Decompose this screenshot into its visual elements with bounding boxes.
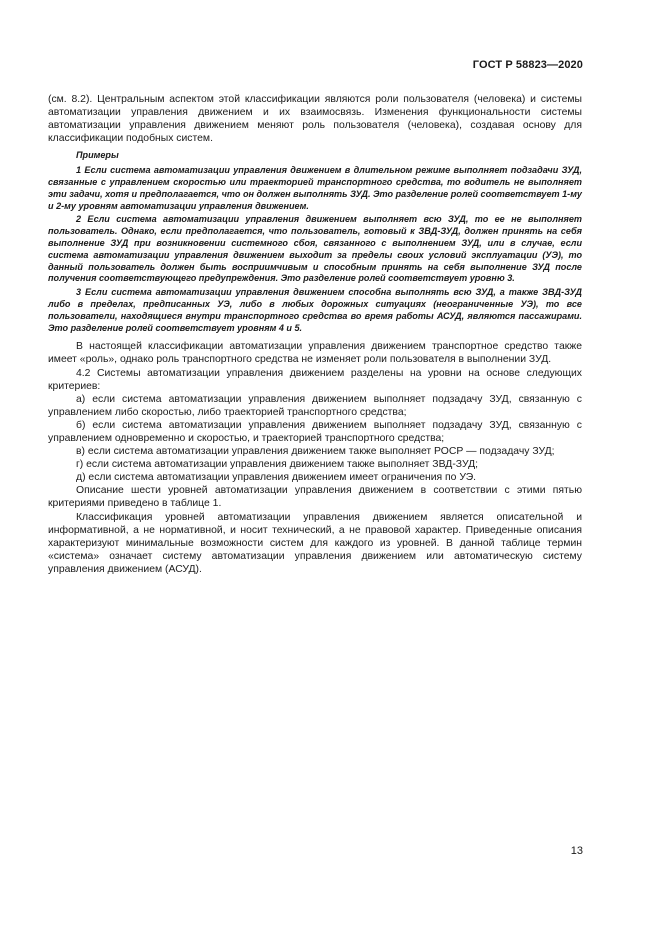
criteria-item: в) если система автоматизации управления движением также выполняет РОСР — подзадачу ЗУД; bbox=[76, 446, 555, 458]
examples-title: Примеры bbox=[76, 150, 119, 161]
page-number: 13 bbox=[570, 845, 583, 857]
criteria-item: а) если система автоматизации управления движением выполняет подзадачу ЗУД, связанную с управлением либо скоростью, либо траекторией транспортного средства; bbox=[48, 393, 582, 418]
paragraph: В настоящей классификации автоматизации управления движением транспортное средство также имеет «роль», однако роль транспортного средства не изменяет роли пользователя в выполнении ЗУД. bbox=[48, 341, 582, 366]
example-item: 1 Если система автоматизации управления движением в длительном режиме выполняет подзадачи ЗУД, связанные с управлением скоростью или траекторией транспортного средства, то водитель не выполняет эти задачи, хотя и предполагается, что он должен выполнять ЗУД. Это разделение ролей соответствует 1-му и 2-му уровням автоматизации управления движением. bbox=[48, 165, 582, 211]
intro-paragraph: (см. 8.2). Центральным аспектом этой классификации являются роли пользователя (человека) и системы автоматизации управления движением и их взаимосвязь. Изменения функциональности системы автоматизации управления движением меняют роль пользователя (человека), создавая основу для классификации подобных систем. bbox=[48, 94, 582, 145]
section-4-2-paragraph: 4.2 Системы автоматизации управления движением разделены на уровни на основе следующих критериев: bbox=[48, 367, 582, 392]
paragraph: Описание шести уровней автоматизации управления движением в соответствии с этими пятью критериями приведено в таблице 1. bbox=[48, 485, 582, 510]
document-body bbox=[48, 93, 582, 576]
criteria-item: г) если система автоматизации управления движением также выполняет ЗВД-ЗУД; bbox=[76, 459, 479, 471]
examples-block bbox=[48, 150, 582, 334]
example-item: 2 Если система автоматизации управления движением выполняет всю ЗУД, то ее не выполняет пользователь. Однако, если предполагается, что пользователь, готовый к ЗВД-ЗУД, должен принять на себя выполнение ЗУД при возникновении системного сбоя, связанного с выполнением ЗУД, или в случае, если система автоматизации управления движением выходит за пределы своих условий эксплуатации (УЭ), то данный пользователь должен быть восприимчивым и способным принять на себя выполнение ЗУД после получения соответствующего предупреждения. Это разделение ролей соответствует уровню 3. bbox=[48, 214, 582, 284]
criteria-item: б) если система автоматизации управления движением выполняет подзадачу ЗУД, связанную с управлением одновременно и скоростью, и траекторией транспортного средства; bbox=[48, 419, 582, 444]
criteria-item: д) если система автоматизации управления движением имеет ограничения по УЭ. bbox=[76, 472, 477, 484]
example-item: 3 Если система автоматизации управления движением способна выполнять всю ЗУД, а также ЗВД-ЗУД либо в пределах, предписанных УЭ, либо в любых дорожных ситуациях (неограниченные УЭ), то все пользователи, находящиеся внутри транспортного средства во время работы АСУД, являются пассажирами. Это разделение ролей соответствует уровням 4 и 5. bbox=[48, 287, 582, 333]
standard-header: ГОСТ Р 58823—2020 bbox=[472, 59, 583, 71]
paragraph: Классификация уровней автоматизации управления движением является описательной и информативной, а не нормативной, и носит технический, а не правовой характер. Приведенные описания характеризуют минимальные возможности систем для каждого из уровней. В данной таблице термин «система» означает систему автоматизации управления движением или автоматическую систему управления движением (АСУД). bbox=[48, 511, 582, 575]
main-text bbox=[48, 340, 582, 576]
